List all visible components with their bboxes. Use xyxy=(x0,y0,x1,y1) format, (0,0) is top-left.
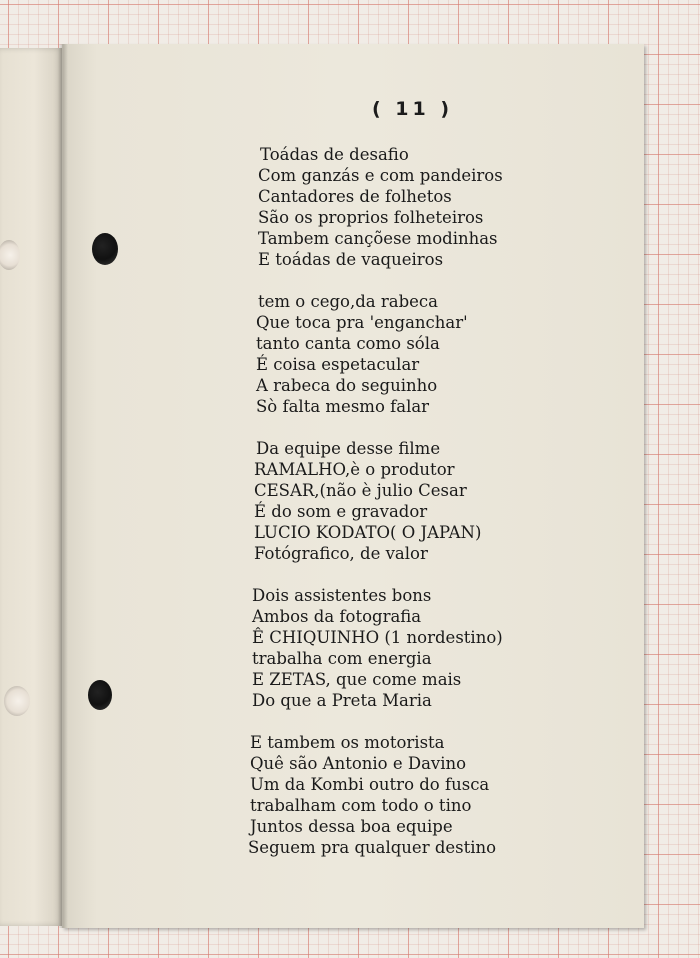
poem-text xyxy=(248,144,503,858)
poem-line: E ZETAS, que come mais xyxy=(252,670,462,689)
stanza-gap xyxy=(248,711,503,732)
poem-line: Da equipe desse filme xyxy=(256,439,441,458)
poem-line: Um da Kombi outro do fusca xyxy=(250,775,490,794)
poem-line: tem o cego,da rabeca xyxy=(258,292,438,311)
binding-hole-bottom xyxy=(88,680,112,710)
stanza-gap xyxy=(248,417,503,438)
poem-line: Quê são Antonio e Davino xyxy=(250,754,467,773)
page-fold-shadow xyxy=(58,44,68,928)
poem-line: LUCIO KODATO( O JAPAN) xyxy=(254,523,482,542)
poem-line: E toádas de vaqueiros xyxy=(258,250,444,269)
stanza-gap xyxy=(248,270,503,291)
poem-line: Sò falta mesmo falar xyxy=(256,397,430,416)
poem-line: Cantadores de folhetos xyxy=(258,187,452,206)
stanza xyxy=(248,144,503,270)
stanza-gap xyxy=(248,564,503,585)
poem-line: tanto canta como sóla xyxy=(256,334,440,353)
poem-line: Do que a Preta Maria xyxy=(252,691,432,710)
poem-line: Tambem cançõese modinhas xyxy=(258,229,498,248)
poem-line: É do som e gravador xyxy=(254,502,428,521)
page-number: ( 11 ) xyxy=(372,98,454,120)
stanza xyxy=(248,438,503,564)
poem-line: Que toca pra 'enganchar' xyxy=(256,313,468,332)
poem-line: Ambos da fotografia xyxy=(252,607,422,626)
poem-line: Seguem pra qualquer destino xyxy=(248,838,497,857)
poem-line: trabalha com energia xyxy=(252,649,432,668)
binding-hole-top xyxy=(92,233,118,265)
poem-line: É coisa espetacular xyxy=(256,355,420,374)
poem-line: Ê CHIQUINHO (1 nordestino) xyxy=(252,628,503,647)
poem-line: trabalham com todo o tino xyxy=(250,796,472,815)
poem-line: CESAR,(não è julio Cesar xyxy=(254,481,467,500)
poem-line: Juntos dessa boa equipe xyxy=(250,817,453,836)
previous-page-edge xyxy=(0,48,62,926)
poem-line: RAMALHO,è o produtor xyxy=(254,460,455,479)
poem-line: Dois assistentes bons xyxy=(252,586,432,605)
stanza xyxy=(248,585,503,711)
poem-line: Com ganzás e com pandeiros xyxy=(258,166,503,185)
poem-line: E tambem os motorista xyxy=(250,733,445,752)
poem-line: Fotógrafico, de valor xyxy=(254,544,428,563)
stanza xyxy=(248,732,503,858)
binding-hole-left-bottom xyxy=(4,686,30,716)
poem-line: São os proprios folheteiros xyxy=(258,208,484,227)
stanza xyxy=(248,291,503,417)
poem-line: Toádas de desafio xyxy=(260,145,409,164)
poem-line: A rabeca do seguinho xyxy=(256,376,438,395)
